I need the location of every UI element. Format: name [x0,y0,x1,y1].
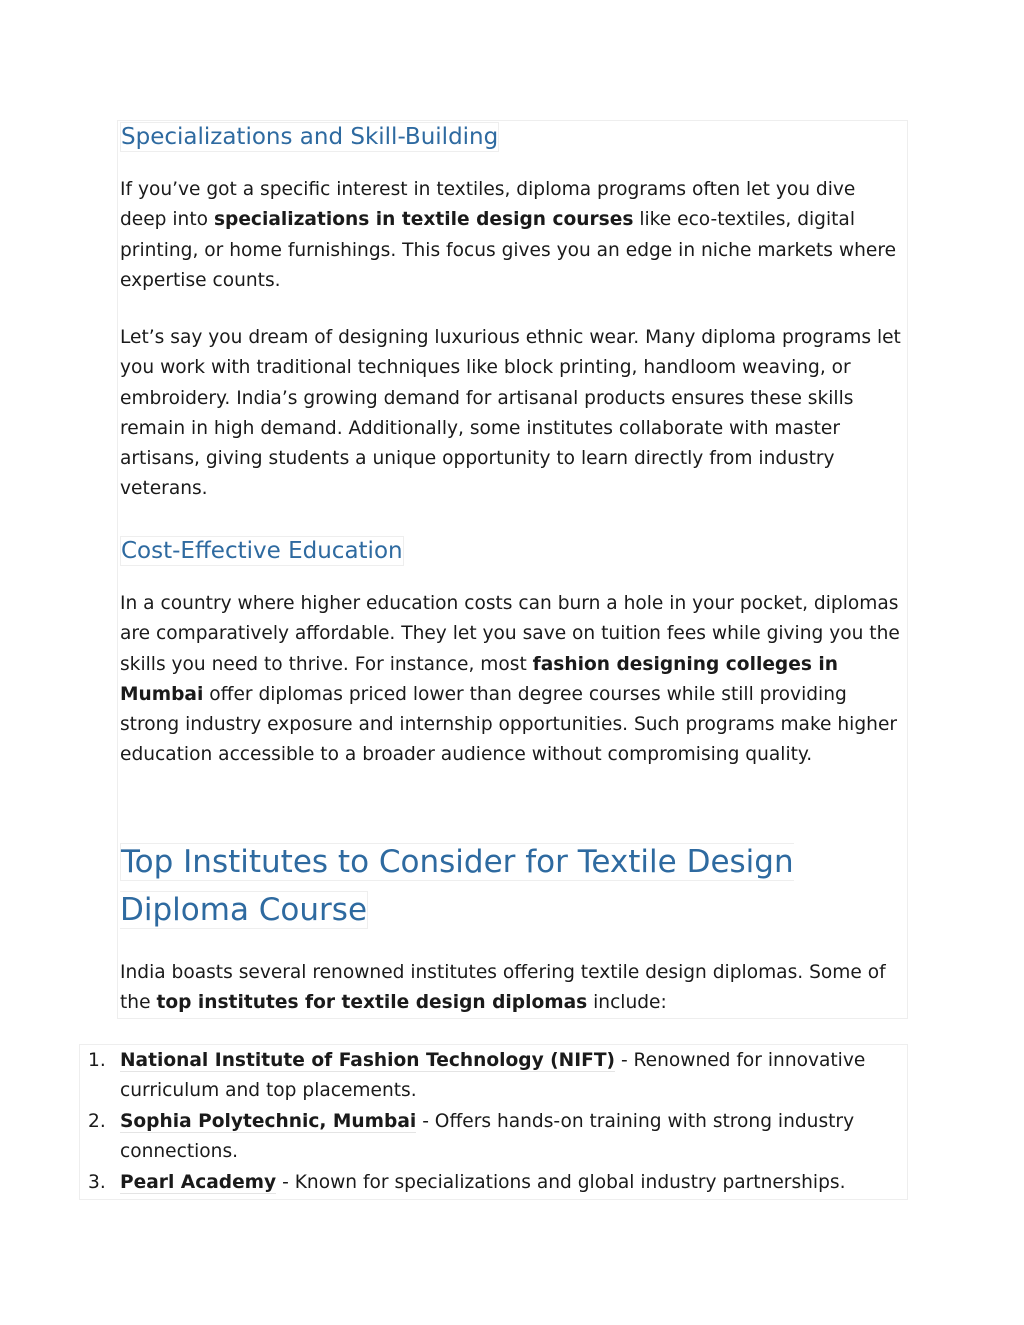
paragraph-text: India boasts several renowned institutes offering textile design diplomas. Some of the [120,962,886,1014]
institutes-list [80,1046,905,1198]
paragraph-specializations-1 [120,175,905,296]
institute-name: Sophia Polytechnic, Mumbai [120,1110,417,1132]
paragraph-institutes-intro [120,958,905,1019]
heading-specializations-text: Specializations and Skill-Building [121,124,499,150]
institute-name: Pearl Academy [120,1171,277,1193]
heading-cost-effective [120,538,404,564]
institute-name: National Institute of Fashion Technology (NIFT) [120,1050,616,1071]
institute-description: - Renowned for innovative curriculum and top placements. [120,1050,866,1102]
heading-cost-effective-text: Cost-Effective Education [121,538,403,564]
paragraph-text: like eco-textiles, digital printing, or home furnishings. This focus gives you an edge in niche markets where expertise counts. [120,209,897,291]
bold-phrase: top institutes for textile design diplomas [156,992,588,1014]
paragraph-specializations-2: Let’s say you dream of designing luxurious ethnic wear. Many diploma programs let you work with traditional techniques like block printing, handloom weaving, or embroidery. India’s growing demand for artisanal products ensures these skills remain in high demand. Additionally, some institutes collaborate with master artisans, giving students a unique opportunity to learn directly from industry veterans. [120,327,901,500]
list-item [80,1168,905,1198]
paragraph-cost-1 [120,589,905,771]
paragraph-text: offer diplomas priced lower than degree courses while still providing strong industry exposure and internship opportunities. Such programs make higher education accessible to a broader audience without compromising quality. [120,683,898,766]
paragraph-text: include: [587,992,667,1014]
paragraph-text: If you’ve got a specific interest in textiles, diploma programs often let you dive deep into [120,179,856,231]
list-item-number: 2. [88,1110,106,1132]
heading-top-institutes-text: Top Institutes to Consider for Textile Design Diploma Course [120,844,794,928]
heading-top-institutes [120,838,905,934]
paragraph-text: In a country where higher education costs can burn a hole in your pocket, diplomas are comparatively affordable. They let you save on tuition fees while giving you the skills you need to thrive. For instance, most [120,593,900,675]
list-item-number: 3. [88,1171,106,1193]
institute-description: - Offers hands-on training with strong industry connections. [120,1110,855,1163]
list-item-number: 1. [88,1050,106,1071]
list-item [80,1107,905,1168]
bold-phrase: fashion designing colleges in Mumbai [120,653,838,705]
list-item [80,1046,905,1107]
heading-specializations [120,124,499,150]
institute-description: - Known for specializations and global industry partnerships. [276,1171,846,1193]
bold-phrase: specializations in textile design courses [213,209,634,231]
